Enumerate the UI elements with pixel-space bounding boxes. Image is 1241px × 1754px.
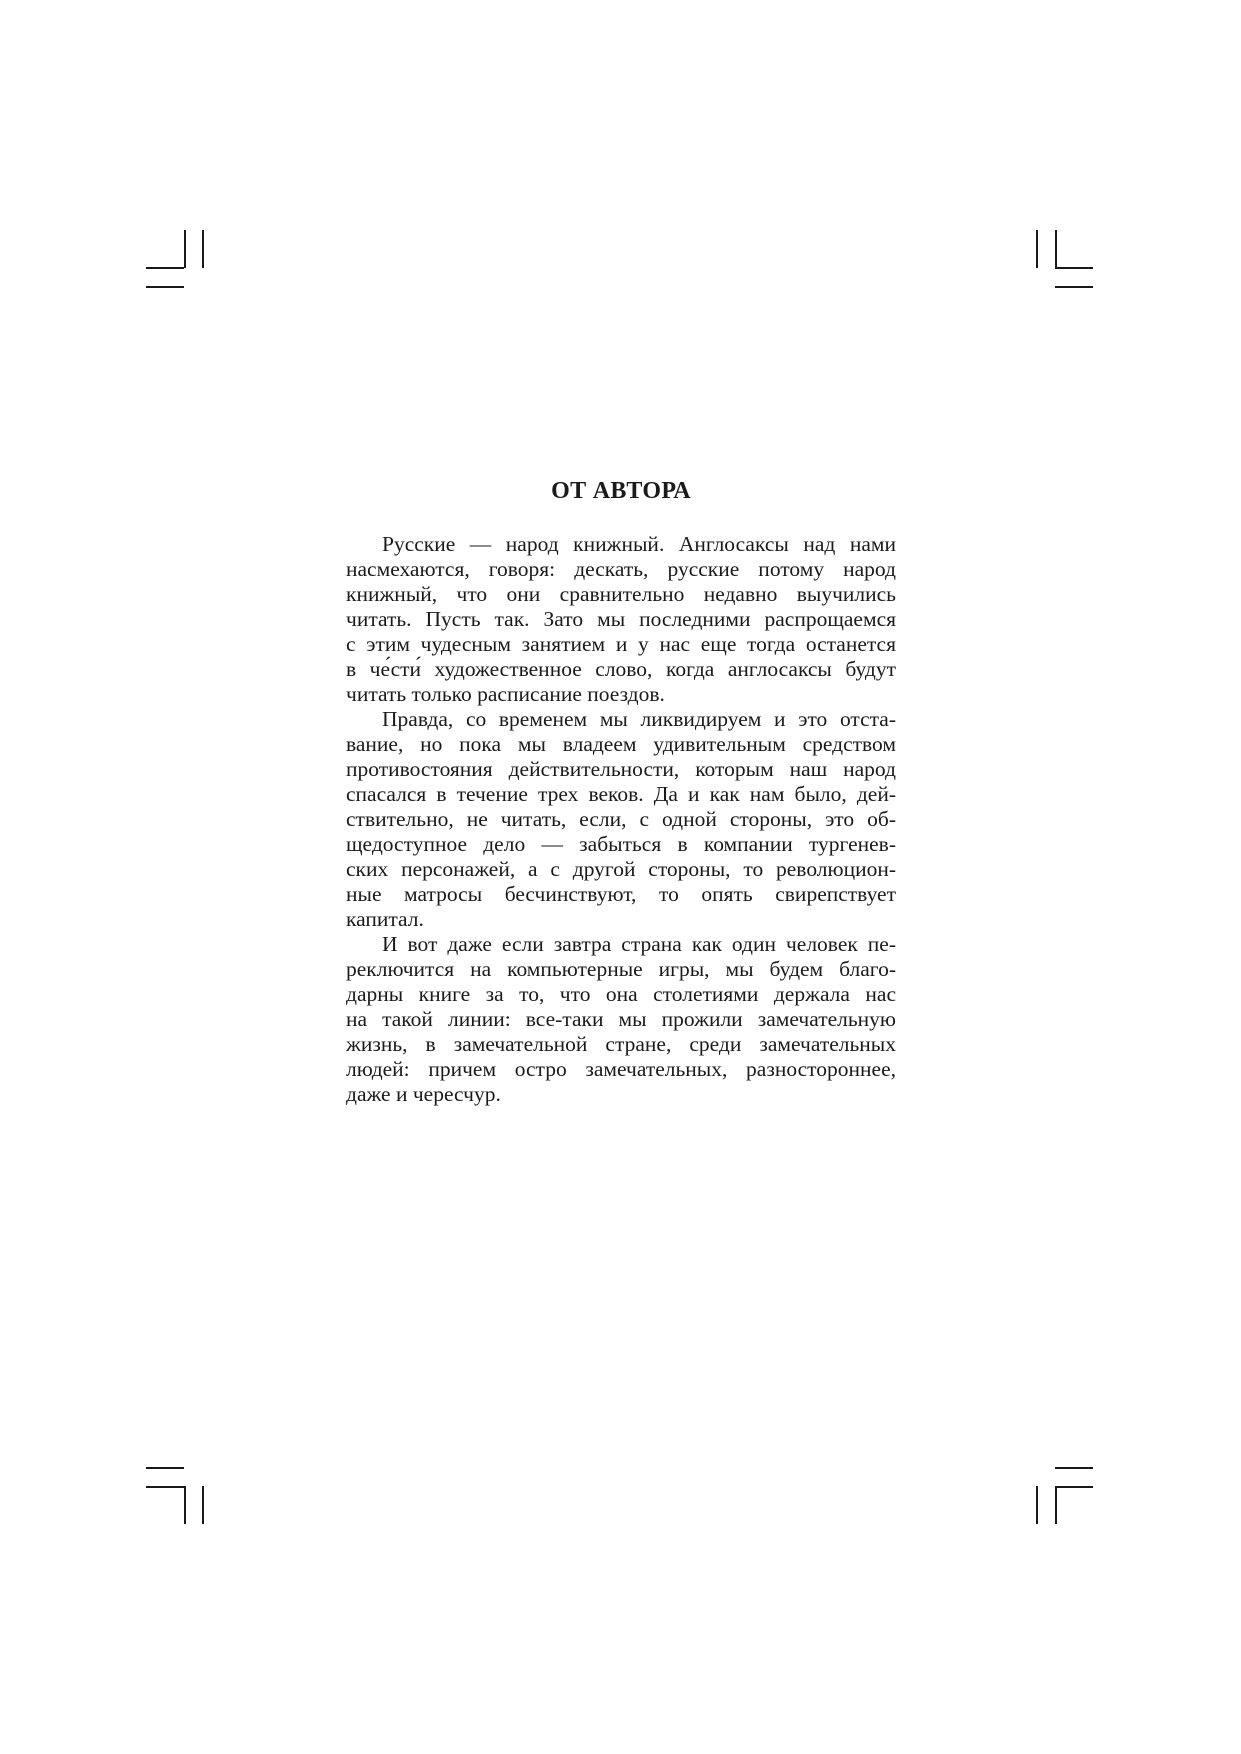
crop-mark-top-left-vertical-outer — [202, 230, 204, 268]
text-line: Русские — народ книжный. Англосаксы над нами — [382, 532, 896, 556]
crop-mark-top-right-bleed — [1055, 286, 1093, 288]
text-line: людей: причем остро замечательных, разностороннее, — [346, 1057, 896, 1081]
crop-mark-bottom-right-bleed — [1055, 1467, 1093, 1469]
text-line: на такой линии: все-таки мы прожили замечательную — [346, 1007, 896, 1031]
text-line: ских персонажей, а с другой стороны, то революцион- — [346, 857, 896, 881]
page-title: ОТ АВТОРА — [551, 478, 691, 504]
text-line: Правда, со временем мы ликвидируем и это отста- — [382, 707, 896, 731]
crop-mark-bottom-left-vertical-outer — [202, 1486, 204, 1524]
text-block — [346, 532, 896, 1107]
crop-mark-top-right-horizontal — [1055, 267, 1093, 269]
crop-mark-top-right-vertical-inner — [1055, 230, 1057, 268]
crop-mark-bottom-right-vertical-outer — [1036, 1486, 1038, 1524]
text-line: в че́сти́ художественное слово, когда англосаксы будут — [346, 657, 896, 681]
crop-mark-bottom-left-vertical-inner — [184, 1486, 186, 1524]
paragraph — [346, 707, 896, 932]
text-line: щедоступное дело — забыться в компании тургенев- — [346, 832, 896, 856]
text-line: жизнь, в замечательной стране, среди замечательных — [346, 1032, 896, 1056]
crop-mark-top-right-vertical-outer — [1036, 230, 1038, 268]
text-line: ствительно, не читать, если, с одной стороны, это об- — [346, 807, 896, 831]
text-line: вание, но пока мы владеем удивительным средством — [346, 732, 896, 756]
crop-mark-top-left-horizontal — [146, 267, 184, 269]
crop-mark-bottom-left-bleed — [146, 1467, 184, 1469]
text-line: И вот даже если завтра страна как один человек пе- — [382, 932, 896, 956]
text-line: книжный, что они сравнительно недавно выучились — [346, 582, 896, 606]
text-line: капитал. — [346, 907, 424, 931]
text-line: дарны книге за то, что она столетиями держала нас — [346, 982, 896, 1006]
crop-mark-bottom-right-horizontal — [1055, 1486, 1093, 1488]
paragraph — [346, 932, 896, 1107]
text-line: насмехаются, говоря: дескать, русские потому народ — [346, 557, 896, 581]
text-line: противостояния действительности, которым наш народ — [346, 757, 896, 781]
crop-mark-top-left-vertical-inner — [184, 230, 186, 268]
text-line: с этим чудесным занятием и у нас еще тогда останется — [346, 632, 896, 656]
text-line: даже и чересчур. — [346, 1082, 501, 1106]
text-line: реключится на компьютерные игры, мы будем благо- — [346, 957, 896, 981]
crop-mark-bottom-right-vertical-inner — [1055, 1486, 1057, 1524]
text-line: читать только расписание поездов. — [346, 682, 665, 706]
text-line: ные матросы бесчинствуют, то опять свирепствует — [346, 882, 896, 906]
crop-mark-top-left-bleed — [146, 286, 184, 288]
crop-mark-bottom-left-horizontal — [146, 1486, 184, 1488]
text-line: спасался в течение трех веков. Да и как нам было, дей- — [346, 782, 896, 806]
text-line: читать. Пусть так. Зато мы последними распрощаемся — [346, 607, 896, 631]
paragraph — [346, 532, 896, 707]
